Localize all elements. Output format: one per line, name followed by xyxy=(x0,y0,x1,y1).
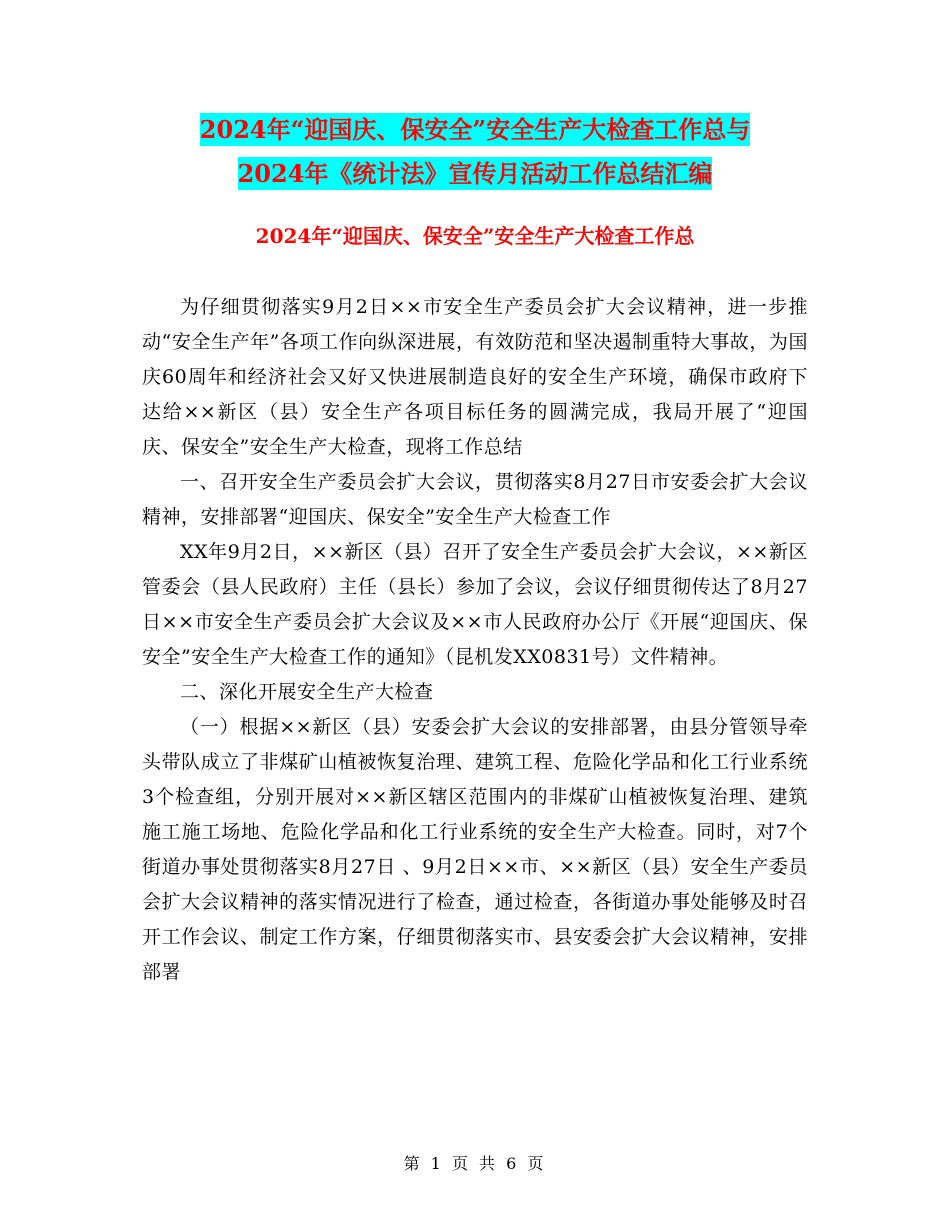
main-title-line-1: 2024年“迎国庆、保安全”安全生产大检查工作总与 xyxy=(199,115,751,144)
paragraph-meeting: XX年9月2日，××新区（县）召开了安全生产委员会扩大会议，××新区管委会（县人民政府）主任（县长）参加了会议，会议仔细贯彻传达了8月27日××市安全生产委员会扩大会议及××市人民政府办公厅《开展“迎国庆、保安全”安全生产大检查工作的通知》（昆机发XX0831号）文件精神。 xyxy=(142,541,808,668)
section-title: 2024年“迎国庆、保安全”安全生产大检查工作总 xyxy=(255,224,695,248)
paragraph-inspection: （一）根据××新区（县）安委会扩大会议的安排部署，由县分管领导牵头带队成立了非煤矿山植被恢复治理、建筑工程、危险化学品和化工行业系统3个检查组，分别开展对××新区辖区范围内的非煤矿山植被恢复治理、建筑施工施工场地、危险化学品和化工行业系统的安全生产大检查。同时，对7个街道办事处贯彻落实8月27日 、9月2日××市、××新区（县）安全生产委员会扩大会议精神的落实情况进行了检查，通过检查，各街道办事处能够及时召开工作会议、制定工作方案，仔细贯彻落实市、县安委会扩大会议精神，安排部署 xyxy=(142,716,808,983)
paragraph-heading-1: 一、召开安全生产委员会扩大会议，贯彻落实8月27日市安委会扩大会议精神，安排部署“迎国庆、保安全”安全生产大检查工作 xyxy=(142,471,808,528)
paragraph-intro: 为仔细贯彻落实9月2日××市安全生产委员会扩大会议精神，进一步推动“安全生产年”各项工作向纵深进展，有效防范和坚决遏制重特大事故，为国庆60周年和经济社会又好又快进展制造良好的安全生产环境，确保市政府下达给××新区（县）安全生产各项目标任务的圆满完成，我局开展了“迎国庆、保安全”安全生产大检查，现将工作总结 xyxy=(142,296,808,458)
paragraph-heading-2: 二、深化开展安全生产大检查 xyxy=(180,681,434,703)
body-text xyxy=(142,290,808,990)
page-footer: 第 1 页 共 6 页 xyxy=(403,1154,547,1173)
main-title-line-2: 2024年《统计法》宣传月活动工作总结汇编 xyxy=(237,159,713,188)
